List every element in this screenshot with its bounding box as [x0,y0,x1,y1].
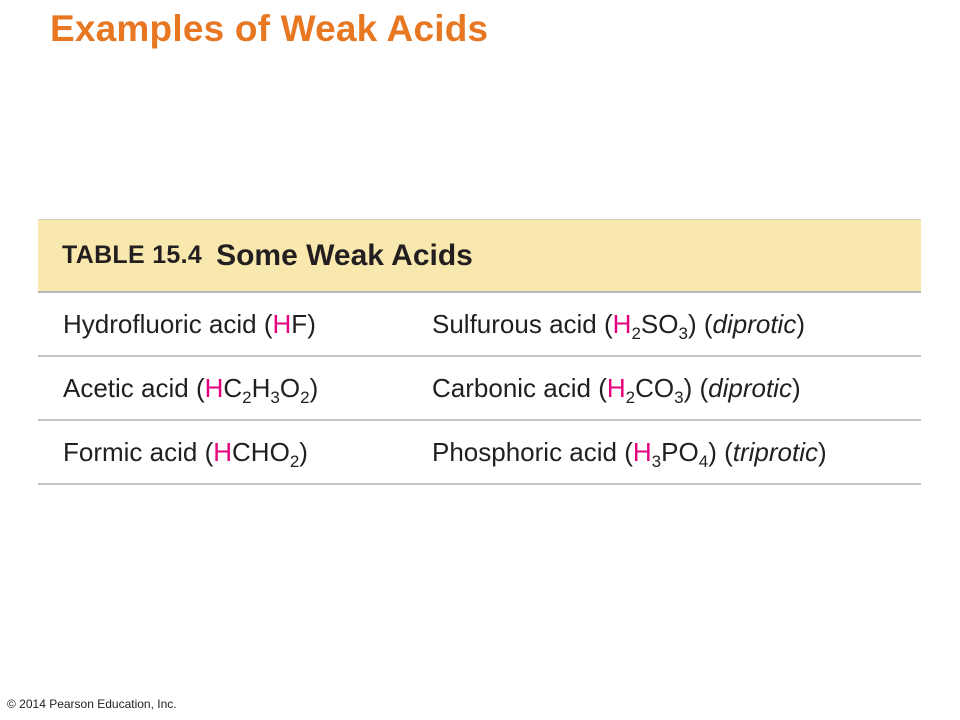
note-close: ) [796,309,805,339]
acid-name: Phosphoric acid ( [432,437,633,467]
formula-close: ) ( [687,309,713,339]
formula-subscript: 3 [270,388,280,407]
acid-formic [38,437,410,471]
table-header [38,219,921,293]
formula-part: CO [635,373,675,403]
formula-part: O [279,373,301,403]
slide-title: Examples of Weak Acids [50,8,489,49]
table-caption: Some Weak Acids [216,238,473,272]
formula-close: ) [309,373,319,403]
weak-acids-table [38,219,921,485]
formula-close: ) [307,309,316,339]
table-row [38,293,921,357]
table-row [38,421,921,485]
formula-subscript: 2 [625,388,636,407]
formula-close: ) ( [683,373,709,403]
formula-subscript: 4 [698,452,709,471]
formula-close: ) ( [708,437,733,467]
formula-subscript: 3 [678,324,688,343]
acid-phosphoric [410,437,827,471]
acid-acetic [38,373,410,407]
acidic-hydrogen: H [272,309,292,339]
formula-part: CHO [232,437,290,467]
note-close: ) [817,437,827,467]
acidic-hydrogen: H [213,437,233,467]
formula-subscript: 3 [674,388,684,407]
copyright-notice: © 2014 Pearson Education, Inc. [7,697,177,711]
acidic-hydrogen: H [612,309,632,339]
formula-subscript: 2 [631,324,641,343]
acid-name: Formic acid ( [63,437,214,467]
acidic-hydrogen: H [204,373,224,403]
acid-name: Carbonic acid ( [432,373,607,403]
acid-hydrofluoric [38,311,410,337]
acid-name: Sulfurous acid ( [432,309,613,339]
proticity-note: diprotic [712,309,797,339]
acidic-hydrogen: H [632,437,652,467]
acidic-hydrogen: H [606,373,626,403]
formula-part: H [251,373,271,403]
formula-subscript: 2 [289,452,300,471]
formula-subscript: 2 [242,388,252,407]
formula-part: SO [640,309,679,339]
acid-name: Hydrofluoric acid ( [63,309,273,339]
acid-sulfurous [410,309,805,343]
acid-carbonic [410,373,801,407]
formula-part: PO [661,437,699,467]
formula-part: F [291,309,308,339]
formula-close: ) [299,437,308,467]
formula-subscript: 2 [300,388,310,407]
table-row [38,357,921,421]
note-close: ) [791,373,801,403]
table-number: TABLE 15.4 [62,241,203,269]
proticity-note: diprotic [708,373,792,403]
proticity-note: triprotic [732,437,818,467]
formula-subscript: 3 [651,452,662,471]
formula-part: C [223,373,243,403]
acid-name: Acetic acid ( [63,373,205,403]
